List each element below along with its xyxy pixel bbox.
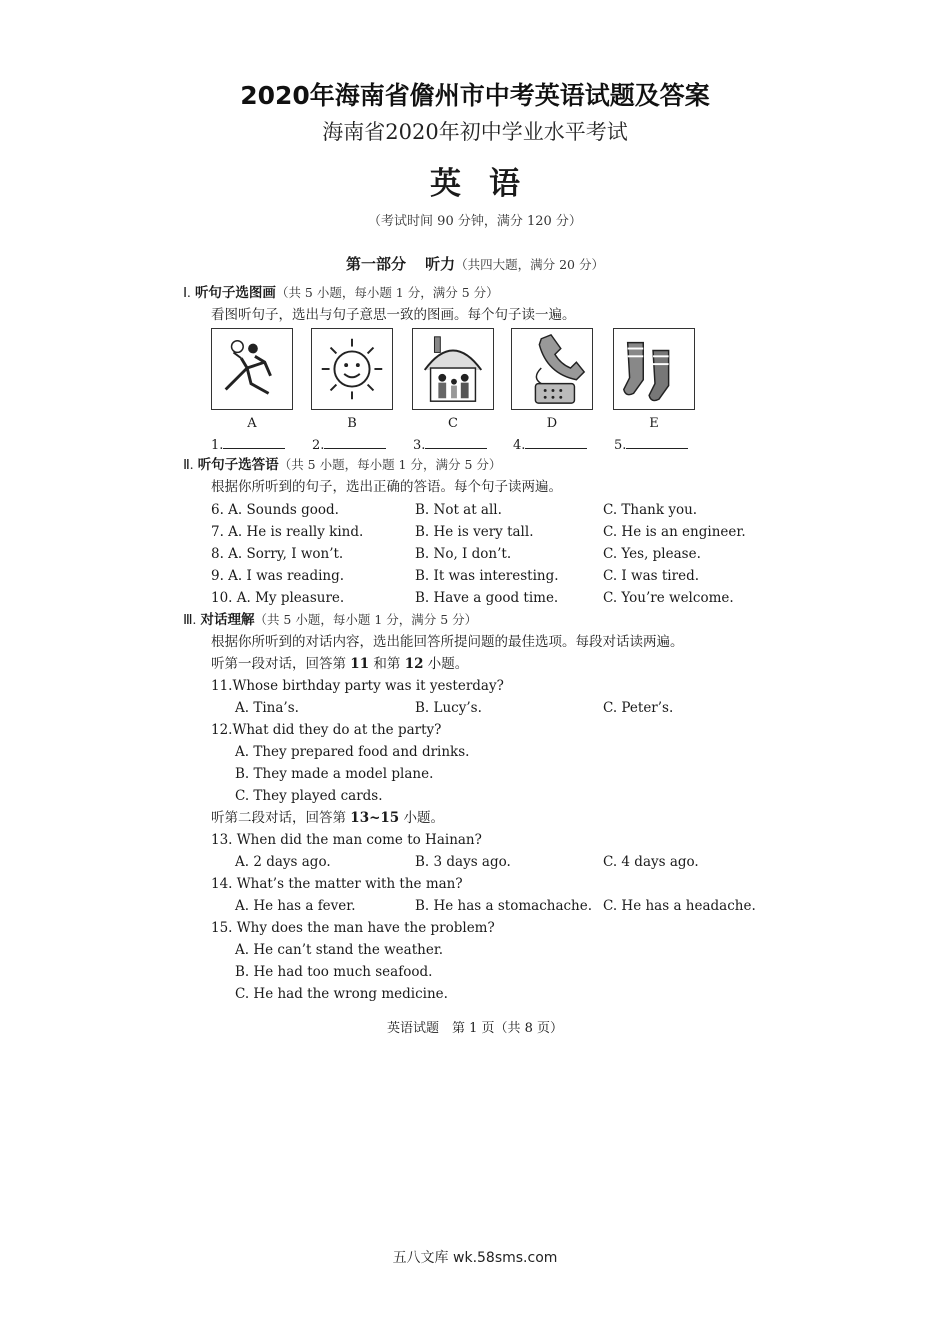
sun-icon xyxy=(311,328,393,410)
dialog-2-intro: 听第二段对话，回答第 13~15 小题。 xyxy=(211,810,444,826)
section2-number: Ⅱ. xyxy=(183,458,194,473)
answer-blank-4[interactable] xyxy=(513,436,587,453)
section1-number: Ⅰ. xyxy=(183,286,191,301)
picture-label-e: E xyxy=(649,416,659,431)
question-10-option-b: B. Have a good time. xyxy=(415,590,559,606)
answer-blank-5[interactable] xyxy=(614,436,688,453)
question-13-option-c: C. 4 days ago. xyxy=(603,854,699,870)
question-11-option-a: A. Tina’s. xyxy=(235,700,299,716)
document-title: 2020年海南省儋州市中考英语试题及答案 xyxy=(240,81,710,110)
answer-blank-2[interactable] xyxy=(312,436,386,453)
question-7-option-a: 7. A. He is really kind. xyxy=(211,524,364,540)
picture-label-a: A xyxy=(247,416,257,431)
section2-title: 听句子选答语 xyxy=(197,457,279,473)
picture-label-b: B xyxy=(347,416,357,431)
question-6-option-b: B. Not at all. xyxy=(415,502,502,518)
question-8-option-a: 8. A. Sorry, I won’t. xyxy=(211,546,344,562)
question-14-option-c: C. He has a headache. xyxy=(603,898,756,914)
question-14-option-b: B. He has a stomachache. xyxy=(415,898,593,914)
question-6-option-c: C. Thank you. xyxy=(603,502,698,518)
subject-title: 英语 xyxy=(430,166,548,202)
answer-blank-1[interactable] xyxy=(211,436,285,453)
question-13-option-b: B. 3 days ago. xyxy=(415,854,511,870)
question-7-option-c: C. He is an engineer. xyxy=(603,524,746,540)
question-11-option-c: C. Peter’s. xyxy=(603,700,674,716)
part-one-name: 听力 xyxy=(425,255,456,273)
section1-note: （共 5 小题，每小题 1 分，满分 5 分） xyxy=(275,285,499,300)
question-8-option-c: C. Yes, please. xyxy=(603,546,701,562)
question-10-option-a: 10. A. My pleasure. xyxy=(211,590,345,606)
question-9-option-c: C. I was tired. xyxy=(603,568,699,584)
question-11: 11.Whose birthday party was it yesterday? xyxy=(211,678,504,694)
section3-title: 对话理解 xyxy=(200,612,255,628)
picture-label-c: C xyxy=(448,416,458,431)
question-14-option-a: A. He has a fever. xyxy=(235,898,356,914)
section3-note: （共 5 小题，每小题 1 分，满分 5 分） xyxy=(254,612,478,627)
question-15-option-b: B. He had too much seafood. xyxy=(235,964,433,980)
house-family-icon xyxy=(412,328,494,410)
question-12-option-c: C. They played cards. xyxy=(235,788,383,804)
question-15-option-c: C. He had the wrong medicine. xyxy=(235,986,448,1002)
section2-heading xyxy=(183,456,501,475)
question-9-option-a: 9. A. I was reading. xyxy=(211,568,345,584)
part-one-heading xyxy=(0,253,950,274)
picture-label-d: D xyxy=(546,416,558,431)
exam-name: 海南省2020年初中学业水平考试 xyxy=(322,120,628,144)
socks-icon xyxy=(613,328,695,410)
section3-heading xyxy=(183,611,477,630)
question-9-option-b: B. It was interesting. xyxy=(415,568,559,584)
question-13: 13. When did the man come to Hainan? xyxy=(211,832,482,848)
blank-number: 1. xyxy=(211,438,224,453)
blank-number: 2. xyxy=(312,438,325,453)
section2-note: （共 5 小题，每小题 1 分，满分 5 分） xyxy=(278,457,502,472)
question-15: 15. Why does the man have the problem? xyxy=(211,920,495,936)
question-15-option-a: A. He can’t stand the weather. xyxy=(235,942,444,958)
part-one-label: 第一部分 xyxy=(346,255,407,273)
question-11-option-b: B. Lucy’s. xyxy=(415,700,482,716)
answer-blank-3[interactable] xyxy=(413,436,487,453)
blank-number: 3. xyxy=(413,438,426,453)
section1-heading xyxy=(183,284,499,303)
question-12: 12.What did they do at the party? xyxy=(211,722,442,738)
exam-info: （考试时间 90 分钟，满分 120 分） xyxy=(368,214,582,229)
dialog-1-intro: 听第一段对话，回答第 11 和第 12 小题。 xyxy=(211,656,469,672)
section3-number: Ⅲ. xyxy=(183,613,197,628)
question-6-option-a: 6. A. Sounds good. xyxy=(211,502,339,518)
question-13-option-a: A. 2 days ago. xyxy=(235,854,331,870)
section3-instruction: 根据你所听到的对话内容，选出能回答所提问题的最佳选项。每段对话读两遍。 xyxy=(211,634,684,650)
question-14: 14. What’s the matter with the man? xyxy=(211,876,463,892)
telephone-icon xyxy=(511,328,593,410)
question-12-option-a: A. They prepared food and drinks. xyxy=(235,744,470,760)
section1-title: 听句子选图画 xyxy=(194,285,276,301)
blank-number: 4. xyxy=(513,438,526,453)
watermark: 五八文库 wk.58sms.com xyxy=(392,1250,558,1266)
question-10-option-c: C. You’re welcome. xyxy=(603,590,734,606)
section1-instruction: 看图听句子，选出与句子意思一致的图画。每个句子读一遍。 xyxy=(211,307,576,323)
blank-number: 5. xyxy=(614,438,627,453)
page-footer: 英语试题 第 1 页（共 8 页） xyxy=(386,1021,564,1036)
question-7-option-b: B. He is very tall. xyxy=(415,524,534,540)
question-8-option-b: B. No, I don’t. xyxy=(415,546,512,562)
question-12-option-b: B. They made a model plane. xyxy=(235,766,434,782)
basketball-player-icon xyxy=(211,328,293,410)
part-one-note: （共四大题，满分 20 分） xyxy=(455,257,604,272)
section2-instruction: 根据你所听到的句子，选出正确的答语。每个句子读两遍。 xyxy=(211,479,562,495)
